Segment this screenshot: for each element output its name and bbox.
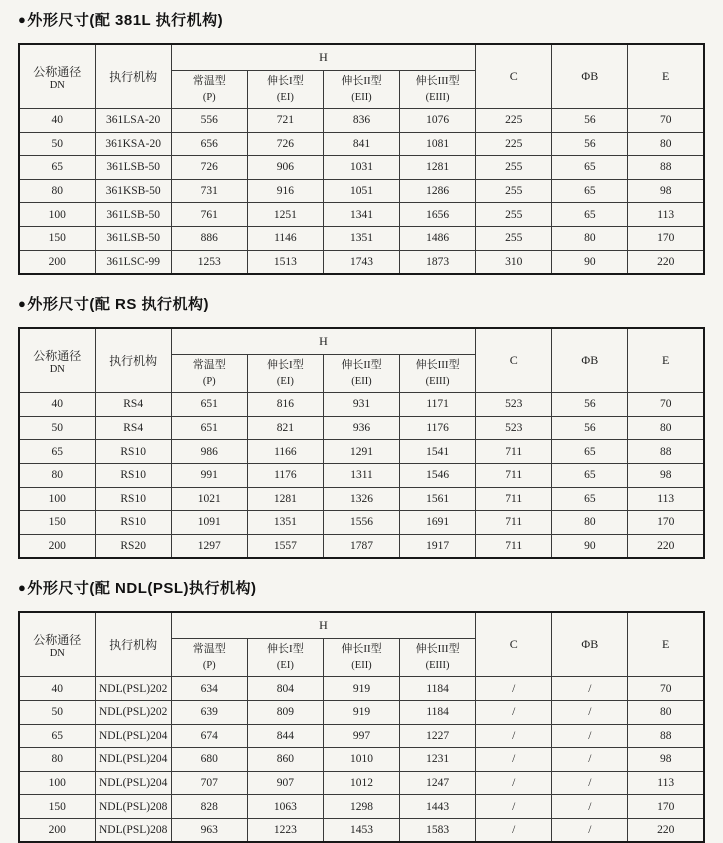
value-cell: 1063: [247, 795, 323, 819]
value-cell: /: [552, 724, 628, 748]
table-header: [19, 328, 704, 393]
col-header-ext-1: 伸长I型 (EI): [247, 355, 323, 393]
value-cell: 220: [628, 534, 704, 558]
value-cell: 1231: [400, 748, 476, 772]
table-row: [19, 818, 704, 842]
value-cell: 90: [552, 534, 628, 558]
value-cell: /: [552, 771, 628, 795]
value-cell: 1541: [400, 440, 476, 464]
value-cell: 726: [171, 156, 247, 180]
table-row: [19, 511, 704, 535]
value-cell: 98: [628, 463, 704, 487]
col-header-h: H: [171, 328, 475, 355]
table-row: [19, 226, 704, 250]
value-cell: 651: [171, 393, 247, 417]
actuator-cell: 361LSA-20: [95, 109, 171, 133]
value-cell: 1298: [323, 795, 399, 819]
table-row: [19, 156, 704, 180]
actuator-cell: RS20: [95, 534, 171, 558]
value-cell: 821: [247, 416, 323, 440]
col-header-e: E: [628, 612, 704, 677]
actuator-cell: NDL(PSL)204: [95, 771, 171, 795]
value-cell: 1513: [247, 250, 323, 274]
actuator-cell: NDL(PSL)208: [95, 795, 171, 819]
dn-cell: 200: [19, 818, 95, 842]
table-row: [19, 250, 704, 274]
col-header-actuator: 执行机构: [95, 328, 171, 393]
value-cell: 98: [628, 748, 704, 772]
value-cell: 1691: [400, 511, 476, 535]
section-title-381l: [18, 8, 705, 30]
table-row: [19, 677, 704, 701]
dn-cell: 40: [19, 109, 95, 133]
value-cell: 65: [552, 179, 628, 203]
value-cell: 680: [171, 748, 247, 772]
actuator-cell: 361KSB-50: [95, 179, 171, 203]
value-cell: 1351: [323, 226, 399, 250]
col-header-ext-3: 伸长III型 (EIII): [400, 355, 476, 393]
actuator-cell: 361LSB-50: [95, 156, 171, 180]
dn-cell: 40: [19, 393, 95, 417]
value-cell: 225: [476, 109, 552, 133]
table-row: [19, 534, 704, 558]
dn-cell: 65: [19, 724, 95, 748]
actuator-cell: NDL(PSL)202: [95, 677, 171, 701]
dn-cell: 65: [19, 156, 95, 180]
value-cell: /: [552, 677, 628, 701]
value-cell: /: [552, 700, 628, 724]
col-header-e: E: [628, 44, 704, 109]
value-cell: 991: [171, 463, 247, 487]
value-cell: 711: [476, 463, 552, 487]
dimension-table-rs: [18, 327, 705, 559]
dn-cell: 40: [19, 677, 95, 701]
value-cell: 1051: [323, 179, 399, 203]
col-header-ext-1: 伸长I型 (EI): [247, 639, 323, 677]
value-cell: 707: [171, 771, 247, 795]
value-cell: 711: [476, 534, 552, 558]
col-header-phib: ΦB: [552, 612, 628, 677]
value-cell: 65: [552, 463, 628, 487]
value-cell: /: [476, 748, 552, 772]
value-cell: 656: [171, 132, 247, 156]
table-row: [19, 724, 704, 748]
value-cell: 523: [476, 393, 552, 417]
value-cell: 90: [552, 250, 628, 274]
value-cell: 1166: [247, 440, 323, 464]
value-cell: 1443: [400, 795, 476, 819]
actuator-cell: 361LSC-99: [95, 250, 171, 274]
dn-cell: 50: [19, 700, 95, 724]
value-cell: 56: [552, 132, 628, 156]
actuator-cell: 361LSB-50: [95, 203, 171, 227]
value-cell: 65: [552, 440, 628, 464]
value-cell: 170: [628, 795, 704, 819]
value-cell: 70: [628, 109, 704, 133]
value-cell: 1076: [400, 109, 476, 133]
table-body: [19, 109, 704, 275]
section-title-text: 外形尺寸(配 RS 执行机构): [27, 295, 210, 313]
value-cell: 726: [247, 132, 323, 156]
dn-cell: 50: [19, 132, 95, 156]
value-cell: 65: [552, 203, 628, 227]
value-cell: 523: [476, 416, 552, 440]
value-cell: 1253: [171, 250, 247, 274]
value-cell: 711: [476, 487, 552, 511]
table-row: [19, 393, 704, 417]
value-cell: 255: [476, 203, 552, 227]
value-cell: 220: [628, 250, 704, 274]
section-381l: [18, 8, 705, 275]
value-cell: 761: [171, 203, 247, 227]
value-cell: 1146: [247, 226, 323, 250]
value-cell: 170: [628, 226, 704, 250]
value-cell: /: [476, 818, 552, 842]
col-header-ext-3: 伸长III型 (EIII): [400, 71, 476, 109]
table-row: [19, 109, 704, 133]
value-cell: 1561: [400, 487, 476, 511]
value-cell: 1281: [247, 487, 323, 511]
actuator-cell: 361KSA-20: [95, 132, 171, 156]
actuator-cell: NDL(PSL)204: [95, 724, 171, 748]
value-cell: 997: [323, 724, 399, 748]
value-cell: 1873: [400, 250, 476, 274]
value-cell: 1546: [400, 463, 476, 487]
value-cell: 1031: [323, 156, 399, 180]
actuator-cell: RS10: [95, 487, 171, 511]
col-header-e: E: [628, 328, 704, 393]
col-header-phib: ΦB: [552, 328, 628, 393]
col-header-normal-temp: 常温型 (P): [171, 639, 247, 677]
value-cell: 711: [476, 440, 552, 464]
value-cell: 1286: [400, 179, 476, 203]
value-cell: 1486: [400, 226, 476, 250]
value-cell: 1091: [171, 511, 247, 535]
value-cell: 220: [628, 818, 704, 842]
section-title-ndl-psl: [18, 576, 705, 598]
value-cell: 1556: [323, 511, 399, 535]
actuator-cell: RS10: [95, 463, 171, 487]
col-header-c: C: [476, 328, 552, 393]
value-cell: 255: [476, 179, 552, 203]
table-row: [19, 748, 704, 772]
value-cell: 919: [323, 700, 399, 724]
value-cell: 1012: [323, 771, 399, 795]
value-cell: /: [476, 724, 552, 748]
value-cell: 1297: [171, 534, 247, 558]
dn-cell: 200: [19, 250, 95, 274]
value-cell: 65: [552, 156, 628, 180]
value-cell: 1583: [400, 818, 476, 842]
section-ndl-psl: [18, 576, 705, 843]
dn-cell: 200: [19, 534, 95, 558]
value-cell: /: [476, 700, 552, 724]
table-body: [19, 677, 704, 843]
value-cell: 963: [171, 818, 247, 842]
value-cell: 113: [628, 771, 704, 795]
value-cell: /: [552, 818, 628, 842]
col-header-c: C: [476, 612, 552, 677]
dn-cell: 150: [19, 226, 95, 250]
value-cell: 1341: [323, 203, 399, 227]
table-row: [19, 416, 704, 440]
actuator-cell: NDL(PSL)202: [95, 700, 171, 724]
value-cell: 674: [171, 724, 247, 748]
actuator-cell: RS10: [95, 440, 171, 464]
dn-cell: 50: [19, 416, 95, 440]
col-header-actuator: 执行机构: [95, 612, 171, 677]
value-cell: 931: [323, 393, 399, 417]
actuator-cell: RS4: [95, 393, 171, 417]
actuator-cell: NDL(PSL)208: [95, 818, 171, 842]
value-cell: 80: [628, 132, 704, 156]
value-cell: 906: [247, 156, 323, 180]
actuator-cell: 361LSB-50: [95, 226, 171, 250]
bullet-icon: ●: [18, 11, 27, 27]
col-header-phib: ΦB: [552, 44, 628, 109]
value-cell: 1557: [247, 534, 323, 558]
value-cell: 809: [247, 700, 323, 724]
value-cell: 816: [247, 393, 323, 417]
value-cell: 639: [171, 700, 247, 724]
table-row: [19, 795, 704, 819]
value-cell: 1223: [247, 818, 323, 842]
col-header-dn: 公称通径 DN: [19, 44, 95, 109]
value-cell: 56: [552, 109, 628, 133]
col-header-c: C: [476, 44, 552, 109]
value-cell: /: [476, 677, 552, 701]
dn-cell: 65: [19, 440, 95, 464]
section-title-text: 外形尺寸(配 381L 执行机构): [27, 11, 224, 29]
dn-cell: 80: [19, 463, 95, 487]
table-row: [19, 203, 704, 227]
col-header-h: H: [171, 612, 475, 639]
col-header-dn: 公称通径 DN: [19, 612, 95, 677]
value-cell: 1176: [400, 416, 476, 440]
section-title-text: 外形尺寸(配 NDL(PSL)执行机构): [27, 579, 257, 597]
value-cell: 70: [628, 677, 704, 701]
value-cell: 1787: [323, 534, 399, 558]
value-cell: 711: [476, 511, 552, 535]
table-row: [19, 179, 704, 203]
value-cell: 556: [171, 109, 247, 133]
value-cell: 1251: [247, 203, 323, 227]
value-cell: 1311: [323, 463, 399, 487]
value-cell: 1171: [400, 393, 476, 417]
dn-cell: 150: [19, 795, 95, 819]
table-row: [19, 487, 704, 511]
table-row: [19, 700, 704, 724]
value-cell: /: [552, 748, 628, 772]
actuator-cell: NDL(PSL)204: [95, 748, 171, 772]
table-header: [19, 44, 704, 109]
value-cell: 731: [171, 179, 247, 203]
value-cell: 721: [247, 109, 323, 133]
bullet-icon: ●: [18, 295, 27, 311]
value-cell: 225: [476, 132, 552, 156]
value-cell: 170: [628, 511, 704, 535]
value-cell: 1917: [400, 534, 476, 558]
value-cell: 255: [476, 156, 552, 180]
value-cell: 1247: [400, 771, 476, 795]
value-cell: 1656: [400, 203, 476, 227]
dn-cell: 80: [19, 179, 95, 203]
value-cell: 65: [552, 487, 628, 511]
col-header-h: H: [171, 44, 475, 71]
value-cell: 841: [323, 132, 399, 156]
value-cell: 651: [171, 416, 247, 440]
col-header-normal-temp: 常温型 (P): [171, 355, 247, 393]
value-cell: 860: [247, 748, 323, 772]
value-cell: 1227: [400, 724, 476, 748]
value-cell: 634: [171, 677, 247, 701]
section-title-rs: [18, 292, 705, 314]
section-rs: [18, 292, 705, 559]
value-cell: 88: [628, 724, 704, 748]
actuator-cell: RS4: [95, 416, 171, 440]
value-cell: 1291: [323, 440, 399, 464]
dn-cell: 80: [19, 748, 95, 772]
value-cell: 113: [628, 487, 704, 511]
table-row: [19, 771, 704, 795]
col-header-actuator: 执行机构: [95, 44, 171, 109]
value-cell: 56: [552, 393, 628, 417]
value-cell: 907: [247, 771, 323, 795]
value-cell: /: [476, 795, 552, 819]
value-cell: 919: [323, 677, 399, 701]
col-header-ext-2: 伸长II型 (EII): [323, 355, 399, 393]
actuator-cell: RS10: [95, 511, 171, 535]
value-cell: 1743: [323, 250, 399, 274]
value-cell: 113: [628, 203, 704, 227]
bullet-icon: ●: [18, 579, 27, 595]
value-cell: 836: [323, 109, 399, 133]
col-header-dn: 公称通径 DN: [19, 328, 95, 393]
dn-cell: 100: [19, 487, 95, 511]
value-cell: 886: [171, 226, 247, 250]
value-cell: 936: [323, 416, 399, 440]
col-header-normal-temp: 常温型 (P): [171, 71, 247, 109]
table-row: [19, 132, 704, 156]
table-header: [19, 612, 704, 677]
value-cell: 56: [552, 416, 628, 440]
dn-cell: 100: [19, 203, 95, 227]
value-cell: 1281: [400, 156, 476, 180]
value-cell: 1184: [400, 677, 476, 701]
value-cell: /: [552, 795, 628, 819]
dn-cell: 100: [19, 771, 95, 795]
value-cell: 828: [171, 795, 247, 819]
value-cell: 986: [171, 440, 247, 464]
value-cell: 255: [476, 226, 552, 250]
table-body: [19, 393, 704, 559]
value-cell: 916: [247, 179, 323, 203]
value-cell: 80: [628, 416, 704, 440]
col-header-ext-3: 伸长III型 (EIII): [400, 639, 476, 677]
value-cell: 804: [247, 677, 323, 701]
value-cell: 1351: [247, 511, 323, 535]
value-cell: 1021: [171, 487, 247, 511]
value-cell: 1081: [400, 132, 476, 156]
value-cell: 1326: [323, 487, 399, 511]
value-cell: 88: [628, 156, 704, 180]
value-cell: 310: [476, 250, 552, 274]
value-cell: 98: [628, 179, 704, 203]
dimension-table-381l: [18, 43, 705, 275]
value-cell: /: [476, 771, 552, 795]
col-header-ext-2: 伸长II型 (EII): [323, 639, 399, 677]
value-cell: 88: [628, 440, 704, 464]
value-cell: 1176: [247, 463, 323, 487]
table-row: [19, 463, 704, 487]
value-cell: 80: [552, 226, 628, 250]
dimension-table-ndl-psl: [18, 611, 705, 843]
value-cell: 70: [628, 393, 704, 417]
dn-cell: 150: [19, 511, 95, 535]
table-row: [19, 440, 704, 464]
value-cell: 844: [247, 724, 323, 748]
value-cell: 1453: [323, 818, 399, 842]
value-cell: 1184: [400, 700, 476, 724]
col-header-ext-2: 伸长II型 (EII): [323, 71, 399, 109]
value-cell: 80: [628, 700, 704, 724]
value-cell: 1010: [323, 748, 399, 772]
value-cell: 80: [552, 511, 628, 535]
col-header-ext-1: 伸长I型 (EI): [247, 71, 323, 109]
